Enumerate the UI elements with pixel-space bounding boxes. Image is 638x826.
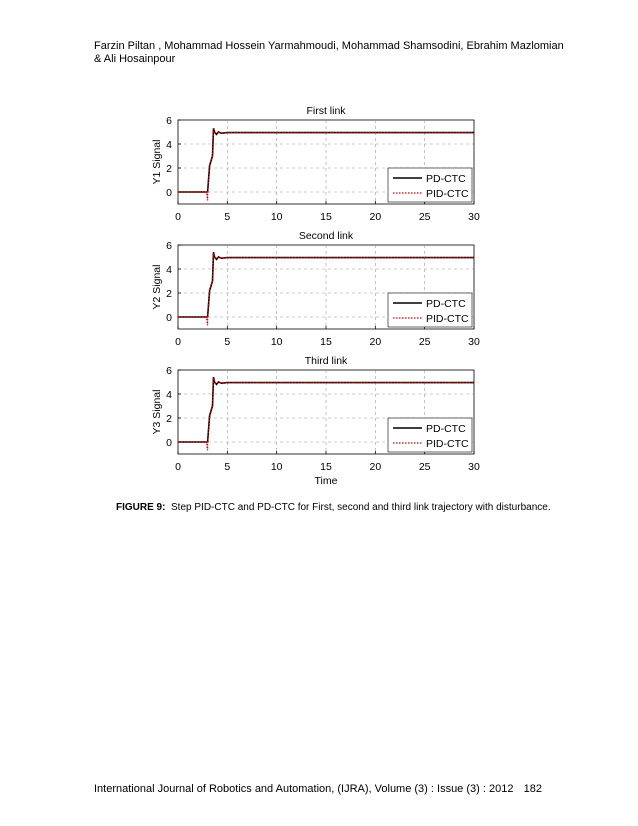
journal-citation: International Journal of Robotics and Automation, (IJRA), Volume (3) : Issue (3) : 2012	[94, 783, 514, 795]
x-tick-label: 10	[270, 336, 283, 348]
chart-title-3: Third link	[304, 355, 348, 367]
running-header: Farzin Piltan , Mohammad Hossein Yarmahmoudi, Mohammad Shamsodini, Ebrahim Mazlomian & Ali Hosainpour	[94, 40, 564, 65]
y-tick-label: 2	[166, 288, 172, 300]
legend-label: PID-CTC	[426, 313, 469, 325]
chart-title-2: Second link	[298, 230, 354, 242]
x-tick-label: 15	[320, 461, 332, 473]
y-axis-label-2: Y2 Signal	[151, 264, 163, 310]
legend-label: PID-CTC	[426, 438, 469, 450]
x-tick-label: 10	[270, 461, 283, 473]
x-tick-label: 0	[175, 461, 181, 473]
x-tick-label: 20	[369, 461, 382, 473]
y-tick-label: 6	[166, 365, 172, 377]
x-tick-label: 0	[175, 336, 181, 348]
x-tick-label: 5	[224, 461, 231, 473]
x-tick-label: 0	[175, 211, 181, 223]
y-tick-label: 0	[166, 187, 172, 199]
x-axis-label-3: Time	[314, 475, 338, 487]
y-tick-label: 4	[166, 139, 172, 151]
x-tick-label: 5	[224, 336, 231, 348]
x-tick-label: 20	[369, 336, 382, 348]
page-number: 182	[523, 783, 542, 795]
x-tick-label: 30	[468, 336, 480, 348]
y-tick-label: 0	[166, 437, 172, 449]
y-tick-label: 2	[166, 163, 172, 175]
x-tick-label: 15	[320, 211, 332, 223]
x-tick-label: 30	[468, 461, 480, 473]
x-tick-label: 5	[224, 211, 231, 223]
page-footer	[94, 783, 542, 795]
x-tick-label: 25	[418, 461, 431, 473]
y-tick-label: 6	[166, 115, 172, 127]
x-tick-label: 15	[320, 336, 332, 348]
x-tick-label: 20	[369, 211, 382, 223]
caption-text: Step PID-CTC and PD-CTC for First, second and third link trajectory with disturbance.	[171, 502, 551, 513]
figure-caption	[116, 502, 596, 514]
y-tick-label: 4	[166, 389, 172, 401]
x-tick-label: 25	[418, 211, 431, 223]
caption-label: FIGURE 9:	[116, 502, 166, 513]
legend-label: PD-CTC	[426, 173, 466, 185]
chart-title-1: First link	[306, 105, 346, 117]
y-tick-label: 6	[166, 240, 172, 252]
x-tick-label: 10	[270, 211, 283, 223]
y-axis-label-3: Y3 Signal	[151, 389, 163, 435]
x-tick-label: 25	[418, 336, 431, 348]
legend-label: PD-CTC	[426, 423, 466, 435]
legend-label: PD-CTC	[426, 298, 466, 310]
legend-label: PID-CTC	[426, 188, 469, 200]
y-tick-label: 2	[166, 413, 172, 425]
y-axis-label-1: Y1 Signal	[151, 139, 163, 185]
y-tick-label: 4	[166, 264, 172, 276]
y-tick-label: 0	[166, 312, 172, 324]
x-tick-label: 30	[468, 211, 480, 223]
